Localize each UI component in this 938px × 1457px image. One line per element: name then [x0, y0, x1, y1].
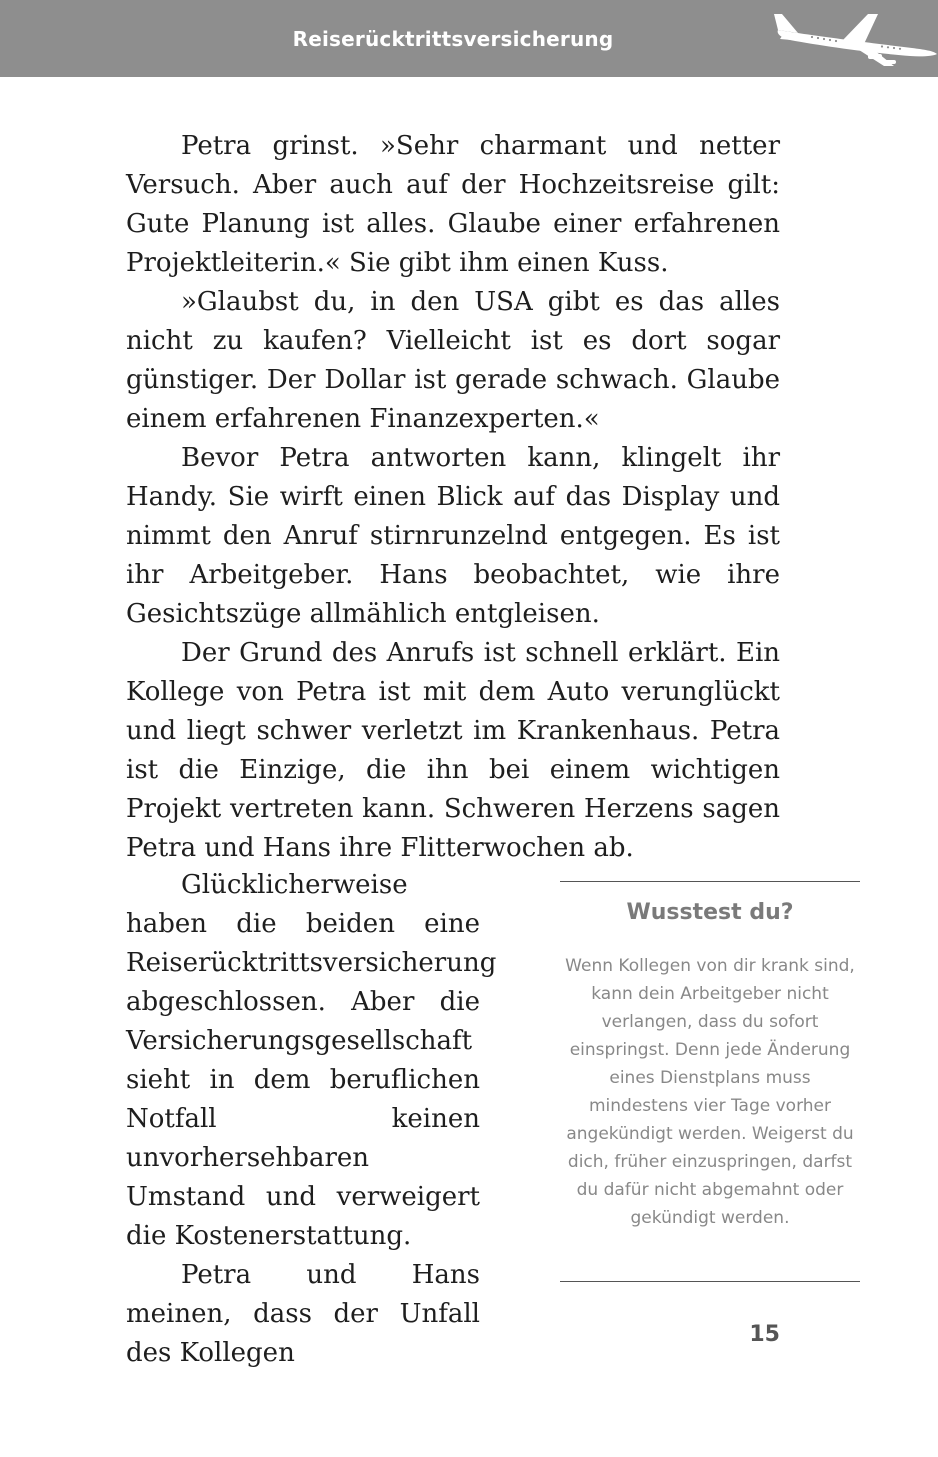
header-title: Reiserücktrittsversicherung	[292, 27, 614, 51]
info-box-bottom-divider	[560, 1281, 860, 1282]
info-box-text: Wenn Kollegen von dir krank sind, kann dein Arbeitgeber nicht verlangen, dass du sofort einspringst. Denn jede Änderung eines Dienstplans muss mindestens vier Tage vorher angekündigt werden. Weigerst du dich, früher einzuspringen, darfst du dafür nicht abgemahnt oder gekündigt werden.	[565, 956, 855, 1228]
narrow-body-text	[126, 866, 497, 1373]
paragraph: »Glaubst du, in den USA gibt es das alles nicht zu kaufen? Vielleicht ist es dort sogar günstiger. Der Dollar ist gerade schwach. Glaube einem erfahrenen Finanzexperten.«	[126, 287, 780, 434]
info-box-top-divider	[560, 881, 860, 882]
airplane-icon	[772, 8, 938, 70]
paragraph: Bevor Petra antworten kann, klingelt ihr Handy. Sie wirft einen Blick auf das Display und nimmt den Anruf stirnrunzelnd entgegen. Es ist ihr Arbeitgeber. Hans beobachtet, wie ihre Gesichtszüge allmählich entgleisen.	[126, 443, 780, 629]
paragraph: Petra und Hans meinen, dass der Unfall des Kollegen	[126, 1260, 480, 1368]
paragraph: Petra grinst. »Sehr charmant und netter Versuch. Aber auch auf der Hochzeitsreise gilt: Gute Planung ist alles. Glaube einer erfahrenen Projektleiterin.« Sie gibt ihm einen Kuss.	[126, 131, 780, 278]
info-box-title: Wusstest du?	[626, 900, 794, 925]
body-text	[126, 127, 780, 868]
page-header	[0, 0, 938, 77]
paragraph: Der Grund des Anrufs ist schnell erklärt. Ein Kollege von Petra ist mit dem Auto verunglückt und liegt schwer verletzt im Krankenhaus. Petra ist die Einzige, die ihn bei einem wichtigen Projekt vertreten kann. Schweren Herzens sagen Petra und Hans ihre Flitterwochen ab.	[126, 638, 780, 863]
paragraph: Glücklicherweise haben die beiden eine Reiserücktrittsversicherung abgeschlossen. Aber die Versicherungsgesellschaft sieht in dem beruflichen Notfall keinen unvorhersehbaren Umstand und verweigert die Kostenerstattung.	[126, 870, 497, 1251]
page-number: 15	[749, 1322, 780, 1347]
